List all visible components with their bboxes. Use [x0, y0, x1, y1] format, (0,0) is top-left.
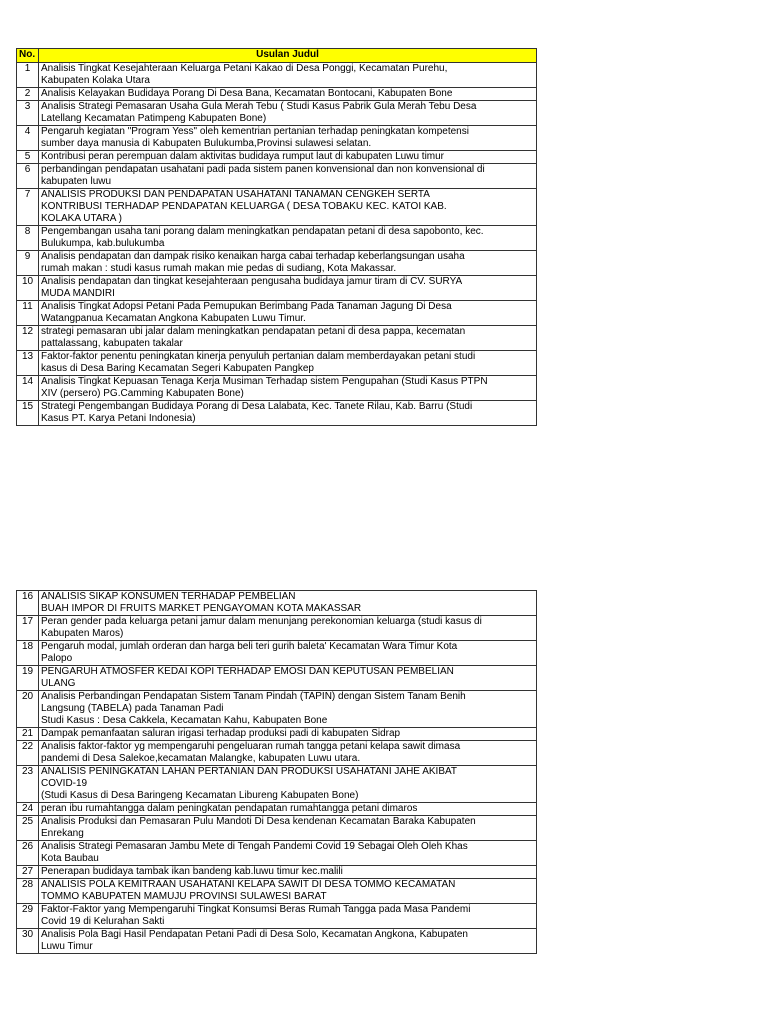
row-title: Penerapan budidaya tambak ikan bandeng kab.luwu timur kec.malili [39, 866, 537, 879]
table-row [17, 691, 537, 728]
table-row [17, 641, 537, 666]
table-row [17, 401, 537, 426]
row-number: 3 [17, 101, 39, 126]
table-row [17, 63, 537, 88]
table-row [17, 929, 537, 954]
table-row [17, 88, 537, 101]
row-number: 21 [17, 728, 39, 741]
row-number: 6 [17, 164, 39, 189]
row-title: Analisis Kelayakan Budidaya Porang Di Desa Bana, Kecamatan Bontocani, Kabupaten Bone [39, 88, 537, 101]
row-title: Analisis Perbandingan Pendapatan Sistem Tanam Pindah (TAPIN) dengan Sistem Tanam Benih Langsung (TABELA) pada Tanaman Padi Studi Kasus : Desa Cakkela, Kecamatan Kahu, Kabupaten Bone [39, 691, 537, 728]
table-row [17, 728, 537, 741]
row-number: 11 [17, 301, 39, 326]
table-row [17, 766, 537, 803]
row-number: 9 [17, 251, 39, 276]
row-title: ANALISIS PRODUKSI DAN PENDAPATAN USAHATANI TANAMAN CENGKEH SERTA KONTRIBUSI TERHADAP PENDAPATAN KELUARGA ( DESA TOBAKU KEC. KATOI KAB. KOLAKA UTARA ) [39, 189, 537, 226]
table-row [17, 803, 537, 816]
header-title: Usulan Judul [39, 49, 537, 63]
table-row [17, 351, 537, 376]
row-number: 13 [17, 351, 39, 376]
header-row [17, 49, 537, 63]
header-no: No. [17, 49, 39, 63]
row-title: Analisis Strategi Pemasaran Usaha Gula Merah Tebu ( Studi Kasus Pabrik Gula Merah Tebu Desa Latellang Kecamatan Patimpeng Kabupaten Bone) [39, 101, 537, 126]
row-title: Peran gender pada keluarga petani jamur dalam menunjang perekonomian keluarga (studi kasus di Kabupaten Maros) [39, 616, 537, 641]
table-row [17, 151, 537, 164]
row-number: 4 [17, 126, 39, 151]
row-number: 26 [17, 841, 39, 866]
table-row [17, 189, 537, 226]
row-title: Pengaruh kegiatan "Program Yess" oleh kementrian pertanian terhadap peningkatan kompetensi sumber daya manusia di Kabupaten Bulukumba,Provinsi sulawesi selatan. [39, 126, 537, 151]
row-number: 16 [17, 591, 39, 616]
row-title: Pengembangan usaha tani porang dalam meningkatkan pendapatan petani di desa sapobonto, kec. Bulukumpa, kab.bulukumba [39, 226, 537, 251]
row-title: Analisis Tingkat Kesejahteraan Keluarga Petani Kakao di Desa Ponggi, Kecamatan Purehu, Kabupaten Kolaka Utara [39, 63, 537, 88]
row-title: Analisis Tingkat Kepuasan Tenaga Kerja Musiman Terhadap sistem Pengupahan (Studi Kasus PTPN XIV (persero) PG.Camming Kabupaten Bone) [39, 376, 537, 401]
row-number: 7 [17, 189, 39, 226]
row-number: 27 [17, 866, 39, 879]
row-title: Kontribusi peran perempuan dalam aktivitas budidaya rumput laut di kabupaten Luwu timur [39, 151, 537, 164]
table-row [17, 591, 537, 616]
row-title: ANALISIS PENINGKATAN LAHAN PERTANIAN DAN PRODUKSI USAHATANI JAHE AKIBAT COVID-19 (Studi Kasus di Desa Baringeng Kecamatan Libureng Kabupaten Bone) [39, 766, 537, 803]
row-title: Strategi Pengembangan Budidaya Porang di Desa Lalabata, Kec. Tanete Rilau, Kab. Barru (Studi Kasus PT. Karya Petani Indonesia) [39, 401, 537, 426]
row-number: 29 [17, 904, 39, 929]
table-row [17, 879, 537, 904]
row-number: 14 [17, 376, 39, 401]
row-title: Dampak pemanfaatan saluran irigasi terhadap produksi padi di kabupaten Sidrap [39, 728, 537, 741]
row-number: 17 [17, 616, 39, 641]
row-title: peran ibu rumahtangga dalam peningkatan pendapatan rumahtangga petani dimaros [39, 803, 537, 816]
row-number: 30 [17, 929, 39, 954]
table-row [17, 666, 537, 691]
table-row [17, 226, 537, 251]
row-title: Analisis faktor-faktor yg mempengaruhi pengeluaran rumah tangga petani kelapa sawit dimasa pandemi di Desa Salekoe,kecamatan Malangke, kabupaten Luwu utara. [39, 741, 537, 766]
row-number: 18 [17, 641, 39, 666]
row-number: 8 [17, 226, 39, 251]
proposal-table-1 [16, 48, 537, 426]
table-row [17, 866, 537, 879]
table-row [17, 616, 537, 641]
row-number: 24 [17, 803, 39, 816]
row-number: 20 [17, 691, 39, 728]
row-number: 28 [17, 879, 39, 904]
row-title: ANALISIS SIKAP KONSUMEN TERHADAP PEMBELIAN BUAH IMPOR DI FRUITS MARKET PENGAYOMAN KOTA MAKASSAR [39, 591, 537, 616]
table-row [17, 326, 537, 351]
row-number: 1 [17, 63, 39, 88]
row-title: Faktor-faktor penentu peningkatan kinerja penyuluh pertanian dalam memberdayakan petani studi kasus di Desa Baring Kecamatan Segeri Kabupaten Pangkep [39, 351, 537, 376]
row-number: 12 [17, 326, 39, 351]
row-title: perbandingan pendapatan usahatani padi pada sistem panen konvensional dan non konvensional di kabupaten luwu [39, 164, 537, 189]
row-title: ANALISIS POLA KEMITRAAN USAHATANI KELAPA SAWIT DI DESA TOMMO KECAMATAN TOMMO KABUPATEN MAMUJU PROVINSI SULAWESI BARAT [39, 879, 537, 904]
row-number: 5 [17, 151, 39, 164]
row-number: 25 [17, 816, 39, 841]
row-number: 10 [17, 276, 39, 301]
row-number: 19 [17, 666, 39, 691]
table-row [17, 741, 537, 766]
row-number: 15 [17, 401, 39, 426]
row-number: 23 [17, 766, 39, 803]
row-title: Analisis Produksi dan Pemasaran Pulu Mandoti Di Desa kendenan Kecamatan Baraka Kabupaten Enrekang [39, 816, 537, 841]
row-title: Analisis pendapatan dan tingkat kesejahteraan pengusaha budidaya jamur tiram di CV. SURYA MUDA MANDIRI [39, 276, 537, 301]
table-row [17, 301, 537, 326]
row-title: Analisis Pola Bagi Hasil Pendapatan Petani Padi di Desa Solo, Kecamatan Angkona, Kabupaten Luwu Timur [39, 929, 537, 954]
table-row [17, 101, 537, 126]
row-title: Analisis Strategi Pemasaran Jambu Mete di Tengah Pandemi Covid 19 Sebagai Oleh Oleh Khas Kota Baubau [39, 841, 537, 866]
row-title: strategi pemasaran ubi jalar dalam meningkatkan pendapatan petani di desa pappa, kecematan pattalassang, kabupaten takalar [39, 326, 537, 351]
table-row [17, 276, 537, 301]
proposal-table-2 [16, 590, 537, 954]
row-title: Analisis Tingkat Adopsi Petani Pada Pemupukan Berimbang Pada Tanaman Jagung Di Desa Watangpanua Kecamatan Angkona Kabupaten Luwu Timur. [39, 301, 537, 326]
table-row [17, 841, 537, 866]
row-number: 2 [17, 88, 39, 101]
table-row [17, 126, 537, 151]
table-row [17, 904, 537, 929]
table-row [17, 251, 537, 276]
row-number: 22 [17, 741, 39, 766]
row-title: Pengaruh modal, jumlah orderan dan harga beli teri gurih baleta' Kecamatan Wara Timur Kota Palopo [39, 641, 537, 666]
row-title: Faktor-Faktor yang Mempengaruhi Tingkat Konsumsi Beras Rumah Tangga pada Masa Pandemi Covid 19 di Kelurahan Sakti [39, 904, 537, 929]
row-title: PENGARUH ATMOSFER KEDAI KOPI TERHADAP EMOSI DAN KEPUTUSAN PEMBELIAN ULANG [39, 666, 537, 691]
row-title: Analisis pendapatan dan dampak risiko kenaikan harga cabai terhadap keberlangsungan usaha rumah makan : studi kasus rumah makan mie pedas di sudiang, Kota Makassar. [39, 251, 537, 276]
table-row [17, 816, 537, 841]
table-row [17, 164, 537, 189]
table-row [17, 376, 537, 401]
